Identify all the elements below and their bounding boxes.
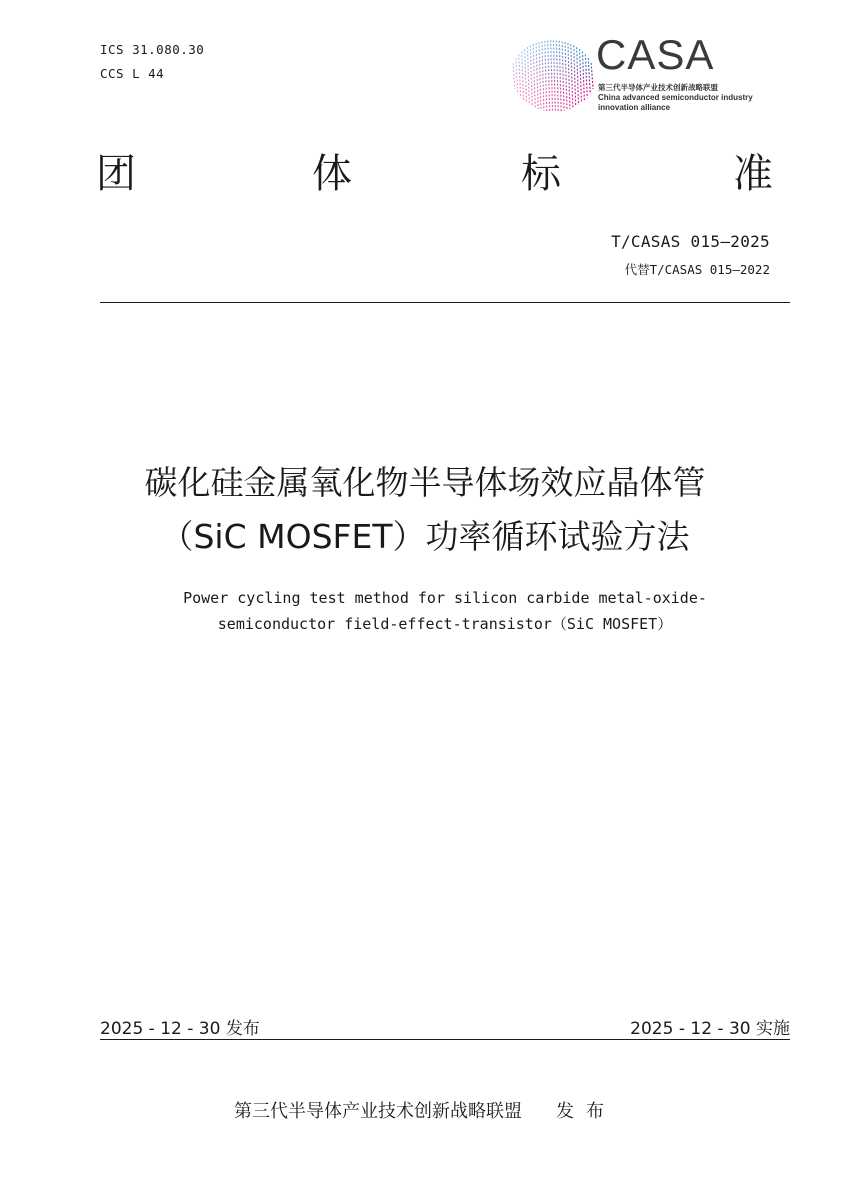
footer-divider xyxy=(100,1039,790,1040)
logo-name-en-line1: China advanced semiconductor industry xyxy=(598,93,753,102)
logo-stripe xyxy=(530,45,532,106)
logo-stripe xyxy=(553,40,555,111)
logo-stripe xyxy=(585,54,587,97)
logo-stripe xyxy=(551,40,553,111)
casa-logo xyxy=(500,30,780,125)
header-divider xyxy=(100,302,790,303)
logo-stripe xyxy=(574,45,576,106)
publisher xyxy=(0,1097,850,1123)
logo-stripe xyxy=(591,63,593,89)
logo-stripe xyxy=(519,54,521,97)
category-char-4: 准 xyxy=(733,151,773,197)
logo-stripe xyxy=(562,41,564,110)
logo-stripe xyxy=(548,41,550,112)
logo-stripe xyxy=(559,41,561,111)
category-char-3: 标 xyxy=(521,151,561,197)
logo-stripe xyxy=(525,49,527,103)
category-char-1: 团 xyxy=(96,151,136,197)
logo-stripe xyxy=(582,51,584,100)
logo-stripe xyxy=(568,43,570,109)
logo-name-en-line2: innovation alliance xyxy=(598,103,671,112)
replaced-standard: 代替T/CASAS 015—2022 xyxy=(624,262,770,277)
logo-stripe xyxy=(571,44,573,108)
logo-stripe xyxy=(588,58,590,94)
title-cn-line2: （SiC MOSFET）功率循环试验方法 xyxy=(160,517,690,556)
title-cn-line1: 碳化硅金属氧化物半导体场效应晶体管 xyxy=(144,463,706,502)
logo-name-cn: 第三代半导体产业技术创新战略联盟 xyxy=(598,83,718,92)
logo-wordmark: CASA xyxy=(596,31,715,78)
logo-stripe xyxy=(527,47,529,105)
standard-number: T/CASAS 015—2025 xyxy=(611,232,770,251)
logo-stripe xyxy=(533,44,535,108)
logo-stripe xyxy=(542,41,544,110)
logo-stripe xyxy=(565,42,567,110)
title-en-line2: semiconductor field-effect-transistor（SiC MOSFET） xyxy=(217,615,673,633)
logo-stripe xyxy=(556,41,558,112)
casa-logo-mark-icon xyxy=(500,30,596,125)
publisher-suffix: 发布 xyxy=(556,1101,616,1122)
publisher-name: 第三代半导体产业技术创新战略联盟 xyxy=(234,1101,522,1122)
ics-code: ICS 31.080.30 xyxy=(100,42,205,57)
category-char-2: 体 xyxy=(312,151,352,197)
issue-date: 2025 - 12 - 30 发布 xyxy=(100,1019,260,1039)
logo-stripe xyxy=(516,58,518,94)
logo-stripe xyxy=(577,47,579,105)
title-en-line1: Power cycling test method for silicon carbide metal-oxide- xyxy=(183,589,707,607)
logo-stripe xyxy=(545,41,547,111)
logo-stripe xyxy=(580,49,582,103)
logo-stripe xyxy=(536,43,538,109)
logo-stripe xyxy=(539,42,541,110)
implementation-date: 2025 - 12 - 30 实施 xyxy=(630,1019,790,1039)
ccs-code: CCS L 44 xyxy=(100,66,165,81)
logo-stripe xyxy=(522,51,524,100)
logo-stripe xyxy=(513,63,515,89)
